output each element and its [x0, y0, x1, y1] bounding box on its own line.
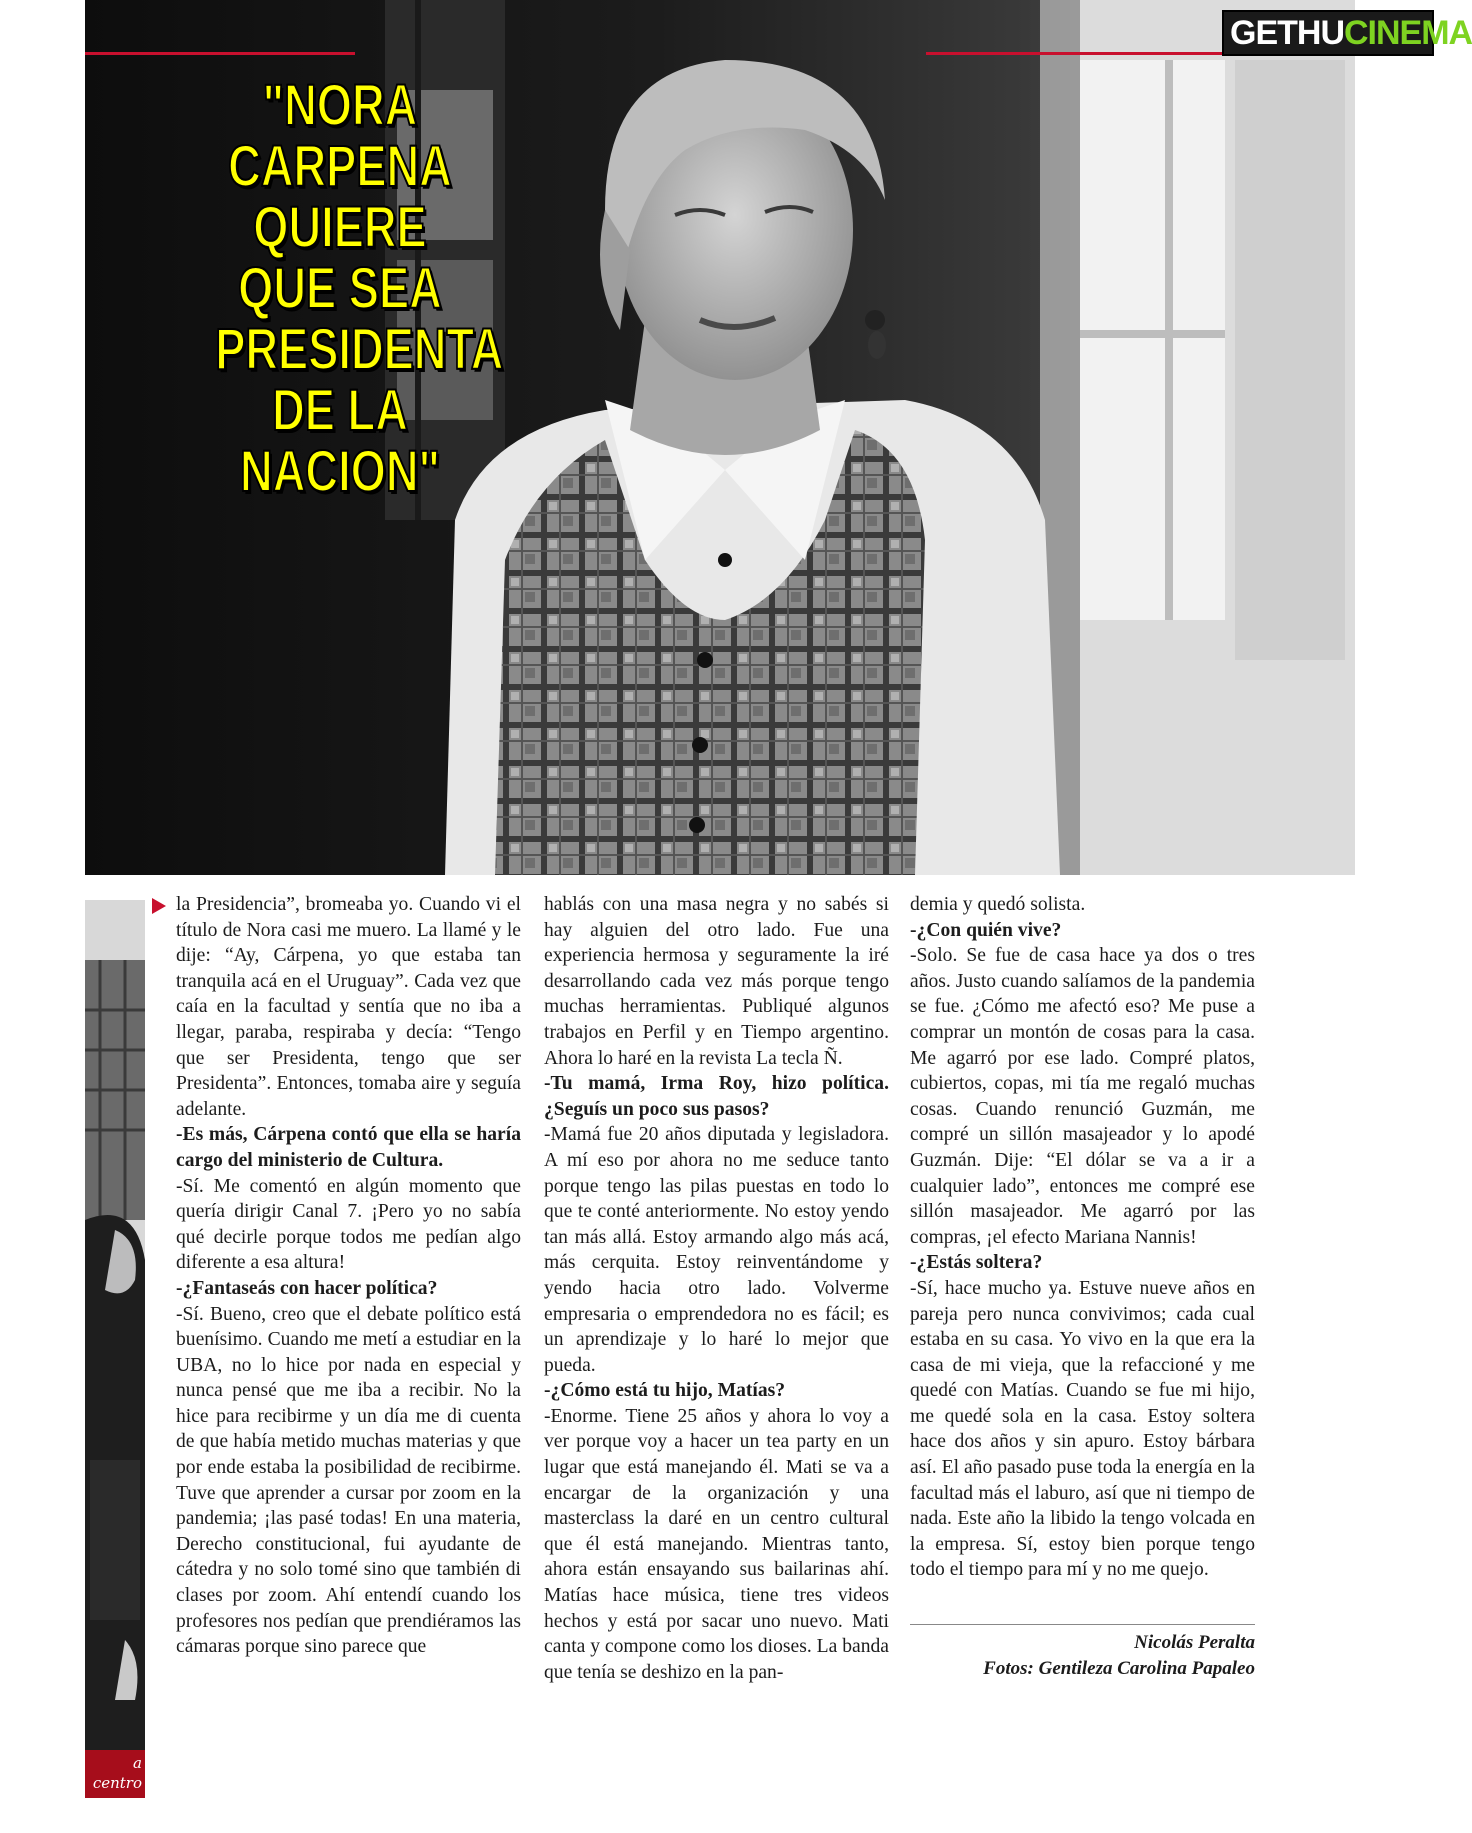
photo-credit: Fotos: Gentileza Carolina Papaleo	[983, 1658, 1255, 1679]
author-credit: Nicolás Peralta	[1134, 1632, 1255, 1653]
article-paragraph: demia y quedó solista.	[910, 894, 1086, 915]
adjacent-photo	[85, 900, 145, 1798]
article-paragraph: -Sí. Bueno, creo que el debate político está buenísimo. Cuando me metí a estudiar en la UBA, no lo hice por nada en especial y nunca pensé que me iba a recibir. No la hice para recibirme y un día me di cuenta de que había metido muchas materias y que por ende estaba la posibilidad de recibirme. Tuve que aprender a cursar por zoom en la pandemia; ¡las pasé todas! En una materia, Derecho constitucional, fui ayudante de cátedra y no solo tomé sino que también di clases por zoom. Ahí entendí cuando los profesores nos pedían que prendiéramos las cámaras porque sino parece que	[176, 1303, 521, 1658]
article-paragraph: -Sí, hace mucho ya. Estuve nueve años en pareja pero nunca convivimos; cada cual estaba en su casa. Yo vivo en la que era la casa de mi vieja, que la refaccioné y me quedé con Matías. Cuando se fue mi hijo, me quedé sola en la casa. Estoy soltera hace dos años y sin apuro. Estoy bárbara así. El año pasado puse toda la energía en la facultad más el laburo, así que ni tiempo de nada. Este año la libido la tengo volcada en la empresa. Sí, estoy bien porque tengo todo el tiempo para mí y no me quejo.	[910, 1277, 1255, 1581]
logo-part2: CINEMA	[1344, 13, 1472, 52]
continuation-arrow-icon	[152, 898, 166, 914]
interview-question: -Es más, Cárpena contó que ella se haría cargo del ministerio de Cultura.	[176, 1124, 521, 1171]
signature-rule	[910, 1624, 1255, 1625]
interview-question: -¿Con quién vive?	[910, 919, 1062, 941]
article-paragraph: la Presidencia”, bromeaba yo. Cuando vi el título de Nora casi me muero. La llamé y le dije: “Ay, Cárpena, yo que estaba tan tranquila acá en el Uruguay”. Cada vez que caía en la facultad y sentía que no iba a llegar, paraba, respiraba y decía: “Tengo que ser Presidenta, tengo que ser Presidenta”. Entonces, tomaba aire y seguía adelante.	[176, 894, 521, 1120]
interview-question: -¿Fantaseás con hacer política?	[176, 1277, 438, 1299]
brand-logo	[1222, 10, 1472, 56]
headline: "NORA CARPENA QUIERE QUE SEA PRESIDENTA DE LA NACION"	[215, 73, 504, 504]
article-paragraph: -Enorme. Tiene 25 años y ahora lo voy a ver porque voy a hacer un tea party en un lugar que está manejando él. Mati se va a encargar de la organización y una masterclass la daré en un centro cultural que él está manejando. Mientras tanto, ahora están ensayando sus bailarinas ahí. Matías hace música, tiene tres videos hechos y está por sacar uno nuevo. Mati canta y compone como los dioses. La banda que tenía se deshizo en la pan-	[544, 1405, 889, 1683]
adjacent-page-strip	[85, 900, 145, 1832]
article-paragraph: -Mamá fue 20 años diputada y legisladora. A mí eso por ahora no me seduce tanto porque tengo las pilas puestas en todo lo que te conté anteriormente. No estoy yendo tan más allá. Estoy armando algo más acá, más cerquita. Estoy reinventándome y yendo hacia otro lado. Volverme empresaria o emprendedora no es fácil; es un aprendizaje y lo haré lo mejor que pueda.	[544, 1124, 889, 1376]
article-column-2	[544, 892, 889, 1685]
article-paragraph: hablás con una masa negra y no sabés si hay alguien del otro lado. Fue una experiencia hermosa y seguramente la iré desarrollando cada vez más porque tengo muchas herramientas. Publiqué algunos trabajos en Perfil y en Tiempo argentino. Ahora lo haré en la revista La tecla Ñ.	[544, 894, 889, 1069]
interview-question: -¿Cómo está tu hijo, Matías?	[544, 1380, 786, 1402]
logo-part1: GETHU	[1230, 13, 1344, 52]
red-rule-left	[85, 52, 355, 55]
interview-question: -¿Estás soltera?	[910, 1252, 1043, 1274]
article-paragraph: -Sí. Me comentó en algún momento que quería dirigir Canal 7. ¡Pero yo no sabía qué decirle porque todos me pedían algo diferente a esa altura!	[176, 1175, 521, 1274]
article-column-3	[910, 892, 1255, 1583]
adjacent-caption: a centro a actriz.	[85, 1750, 145, 1798]
article-paragraph: -Solo. Se fue de casa hace ya dos o tres años. Justo cuando salíamos de la pandemia se fue. ¿Cómo me afectó eso? Me puse a comprar un montón de cosas para la casa. Me agarró por ese lado. Compré platos, cubiertos, copas, mi tía me regaló muchas cosas. Cuando renunció Guzmán, me compré un sillón masajeador y lo apodé Guzmán. Dije: “El dólar se va a ir a cualquier lado”, entonces me compré ese sillón masajeador. Me agarró por las compras, ¡el efecto Mariana Nannis!	[910, 945, 1255, 1248]
interview-question: -Tu mamá, Irma Roy, hizo política. ¿Seguís un poco sus pasos?	[544, 1073, 889, 1120]
article-column-1	[176, 892, 521, 1660]
